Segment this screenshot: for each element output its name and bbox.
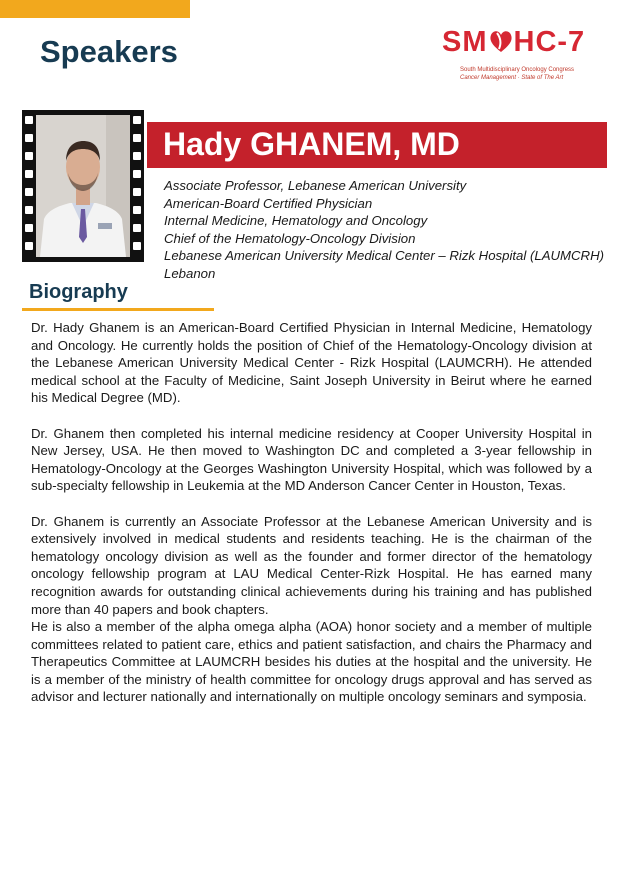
bio-paragraph: Dr. Ghanem then completed his internal medicine residency at Cooper University Hospital in New Jersey, USA. He then moved to Washington DC and completed a 3-year fellowship in Hematology-Oncology at the Georges Washington University Hospital, which was followed by a sub-specialty fellowship in Leukemia at the MD Anderson Cancer Center in Houston, Texas. <box>31 425 592 494</box>
bio-paragraph: Dr. Hady Ghanem is an American-Board Certified Physician in Internal Medicine, Hematology and Oncology. He currently holds the position of Chief of the Hematology-Oncology division at the Lebanese American University Medical Center - Rizk Hospital (LAUMCRH). He attended medical school at the Faculty of Medicine, Saint Joseph University in Beirut where he earned his Medical Degree (MD). <box>31 320 592 406</box>
credential-line: American-Board Certified Physician <box>164 195 373 211</box>
logo-tagline: Cancer Management · State of The Art <box>460 75 564 81</box>
biography-heading: Biography <box>29 281 128 303</box>
credential-line: Lebanon <box>164 265 216 281</box>
congress-logo <box>442 26 602 86</box>
logo-text-right: HC-7 <box>513 26 586 58</box>
credential-line: Chief of the Hematology-Oncology Division <box>164 230 416 246</box>
bio-paragraph: Dr. Ghanem is currently an Associate Professor at the Lebanese American University and is extensively involved in medical students and residents teaching. He is the chairman of the hematology oncology division as well as the founder and former director of the hematology oncology fellowship program at LAU Medical Center-Rizk Hospital. He has earned many recognition awards for outstanding clinical achievements during his training and has published more than 40 papers and book chapters. <box>31 513 592 617</box>
credential-line: Associate Professor, Lebanese American University <box>164 178 467 193</box>
top-accent-bar <box>0 0 190 18</box>
film-perforations-left <box>25 116 33 258</box>
biography-text <box>31 319 592 706</box>
film-perforations-right <box>133 116 141 258</box>
logo-text-left: SM <box>442 26 488 58</box>
credential-line: Internal Medicine, Hematology and Oncology <box>164 213 428 228</box>
logo-subtitle: South Multidisciplinary Oncology Congress <box>460 67 575 73</box>
speaker-name: Hady GHANEM, MD <box>163 126 460 162</box>
credential-line: Lebanese American University Medical Center – Rizk Hospital (LAUMCRH) <box>164 248 604 263</box>
biography-underline <box>22 308 214 311</box>
speaker-credentials <box>164 177 604 282</box>
ribbon-heart-icon <box>488 28 514 54</box>
logo-wordmark <box>442 26 585 59</box>
bio-paragraph: He is also a member of the alpha omega alpha (AOA) honor society and a member of multiple committees related to patient care, ethics and patient satisfaction, and chairs the Pharmacy and Therapeutics Committee at LAUMCRH besides his duties at the hospital and the university. He is a member of the ministry of health committee for oncology drugs approval and has served as advisor and lecturer nationally and internationally on multiple oncology seminars and symposia. <box>31 619 592 705</box>
speaker-photo <box>36 115 130 257</box>
film-strip-frame <box>22 110 144 262</box>
page-title: Speakers <box>40 34 178 69</box>
